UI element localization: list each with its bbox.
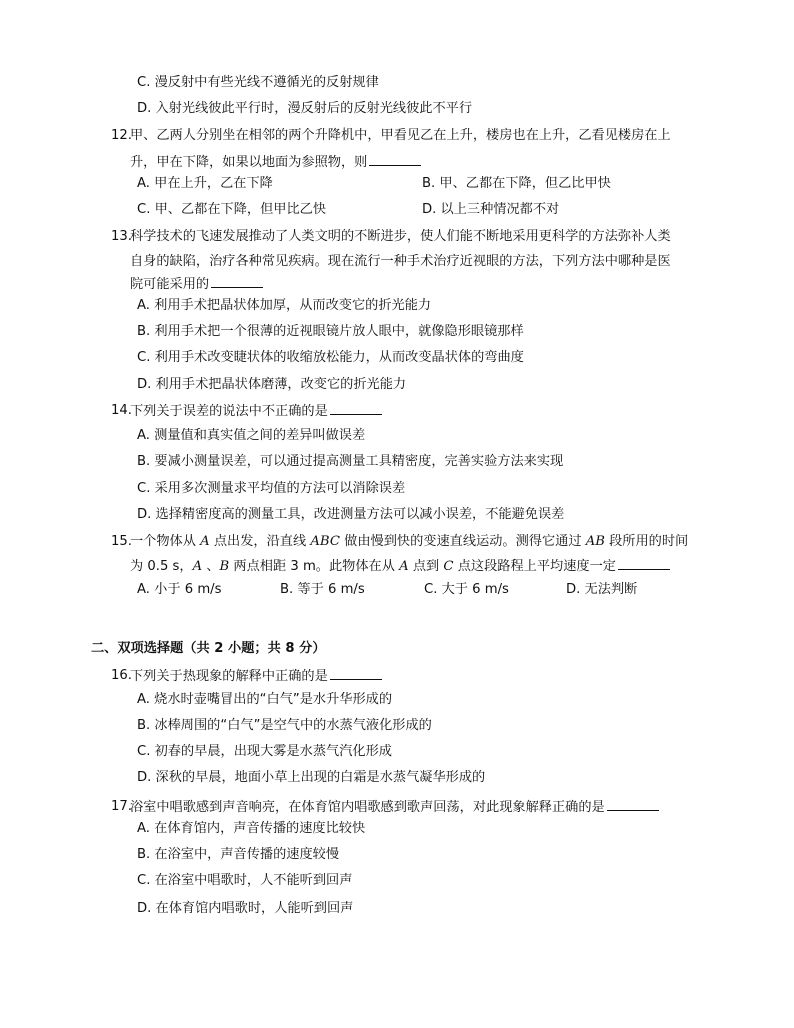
q12-option-d: D. 以上三种情况都不对 bbox=[422, 202, 560, 217]
q12-option-a: A. 甲在上升，乙在下降 bbox=[137, 176, 273, 191]
q16-option-b: B. 冰棒周围的“白气”是空气中的水蒸气液化形成的 bbox=[137, 718, 432, 733]
q14-stem-line1: 下列关于误差的说法中不正确的是 bbox=[130, 401, 382, 422]
q17-number: 17. bbox=[111, 799, 132, 814]
q15-stem-line2: 为 0.5 s，A 、B 两点相距 3 m。此物体在从 A 点到 C 点这段路程上平均速度一定 bbox=[130, 556, 670, 577]
q16-number: 16. bbox=[111, 668, 132, 683]
q15-number: 15. bbox=[111, 534, 132, 549]
q14-option-c: C. 采用多次测量求平均值的方法可以消除误差 bbox=[137, 481, 406, 496]
q17-option-d: D. 在体育馆内唱歌时，人能听到回声 bbox=[137, 901, 354, 916]
q11-option-c: C. 漫反射中有些光线不遵循光的反射规律 bbox=[137, 75, 379, 90]
q16-option-c: C. 初春的早晨，出现大雾是水蒸气汽化形成 bbox=[137, 744, 392, 759]
q16-option-a: A. 烧水时壶嘴冒出的“白气”是水升华形成的 bbox=[137, 692, 393, 707]
answer-blank bbox=[330, 666, 382, 680]
q17-option-c: C. 在浴室中唱歌时，人不能听到回声 bbox=[137, 873, 353, 888]
q14-option-d: D. 选择精密度高的测量工具，改进测量方法可以减小误差，不能避免误差 bbox=[137, 507, 565, 522]
answer-blank bbox=[369, 152, 421, 166]
q16-option-d: D. 深秋的早晨，地面小草上出现的白霜是水蒸气凝华形成的 bbox=[137, 770, 486, 785]
q15-option-c: C. 大于 6 m/s bbox=[424, 582, 509, 597]
q13-stem-line1: 科学技术的飞速发展推动了人类文明的不断进步，使人们能不断地采用更科学的方法弥补人类 bbox=[130, 229, 671, 244]
q17-stem-line1: 浴室中唱歌感到声音响亮，在体育馆内唱歌感到歌声回荡，对此现象解释正确的是 bbox=[130, 797, 659, 818]
answer-blank bbox=[330, 401, 382, 415]
q17-option-b: B. 在浴室中，声音传播的速度较慢 bbox=[137, 847, 340, 862]
answer-blank bbox=[211, 274, 263, 288]
q14-option-b: B. 要减小测量误差，可以通过提高测量工具精密度，完善实验方法来实现 bbox=[137, 454, 564, 469]
q11-option-d: D. 入射光线彼此平行时，漫反射后的反射光线彼此不平行 bbox=[137, 101, 473, 116]
q12-stem-line2: 升，甲在下降，如果以地面为参照物，则 bbox=[130, 152, 421, 173]
q12-option-b: B. 甲、乙都在下降，但乙比甲快 bbox=[422, 176, 611, 191]
q13-stem-line2: 自身的缺陷，治疗各种常见疾病。现在流行一种手术治疗近视眼的方法，下列方法中哪种是医 bbox=[130, 254, 671, 269]
q15-option-a: A. 小于 6 m/s bbox=[137, 582, 222, 597]
q13-number: 13. bbox=[111, 229, 132, 244]
q16-stem-line1: 下列关于热现象的解释中正确的是 bbox=[130, 666, 382, 687]
q15-option-b: B. 等于 6 m/s bbox=[280, 582, 365, 597]
q12-stem-line1: 甲、乙两人分别坐在相邻的两个升降机中，甲看见乙在上升，楼房也在上升，乙看见楼房在上 bbox=[130, 128, 671, 143]
q15-option-d: D. 无法判断 bbox=[566, 582, 638, 597]
q13-option-c: C. 利用手术改变睫状体的收缩放松能力，从而改变晶状体的弯曲度 bbox=[137, 350, 524, 365]
answer-blank bbox=[618, 556, 670, 570]
q13-option-d: D. 利用手术把晶状体磨薄，改变它的折光能力 bbox=[137, 377, 407, 392]
q15-stem-line1: 一个物体从 A 点出发，沿直线 ABC 做由慢到快的变速直线运动。测得它通过 AB 段所用的时间 bbox=[130, 534, 689, 549]
q12-number: 12. bbox=[111, 128, 132, 143]
section-title: 二、双项选择题（共 2 小题；共 8 分） bbox=[91, 641, 326, 656]
q13-option-b: B. 利用手术把一个很薄的近视眼镜片放人眼中，就像隐形眼镜那样 bbox=[137, 324, 524, 339]
q13-stem-line3: 院可能采用的 bbox=[130, 274, 263, 295]
answer-blank bbox=[607, 797, 659, 811]
q13-option-a: A. 利用手术把晶状体加厚，从而改变它的折光能力 bbox=[137, 298, 432, 313]
q12-option-c: C. 甲、乙都在下降，但甲比乙快 bbox=[137, 202, 327, 217]
q14-number: 14. bbox=[111, 403, 132, 418]
q17-option-a: A. 在体育馆内，声音传播的速度比较快 bbox=[137, 821, 366, 836]
q14-option-a: A. 测量值和真实值之间的差异叫做误差 bbox=[137, 428, 366, 443]
